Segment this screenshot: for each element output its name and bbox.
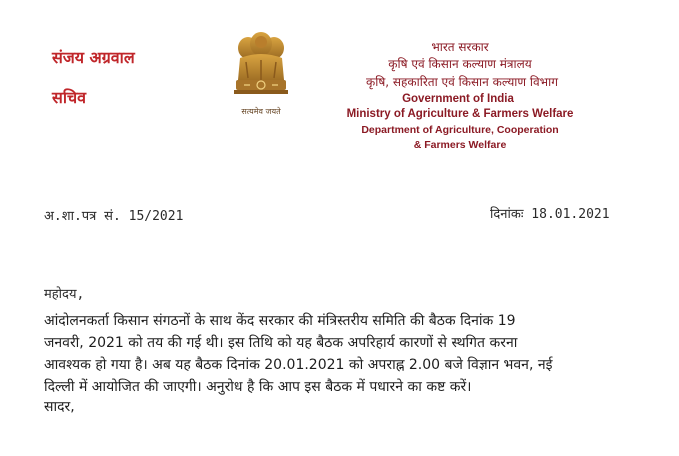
letter-date: दिनांकः 18.01.2021 (490, 207, 610, 222)
closing: सादर, (44, 399, 75, 415)
letter-body (44, 310, 632, 398)
letterhead-english-line1: Government of India (402, 93, 514, 105)
letterhead-english-line2: Ministry of Agriculture & Farmers Welfare (346, 108, 574, 120)
body-line: आंदोलनकर्ता किसान संगठनों के साथ केंद सरकार की मंत्रिस्तरीय समिति की बैठक दिनांक 19 (44, 313, 516, 329)
emblem-motto: सत्यमेव जयते (241, 107, 281, 116)
letter-reference: अ.शा.पत्र सं. 15/2021 (44, 209, 184, 224)
letterhead-english-line3: Department of Agriculture, Cooperation (361, 124, 559, 136)
letterhead-hindi-line2: कृषि एवं किसान कल्याण मंत्रालय (388, 57, 532, 71)
salutation: महोदय, (44, 287, 85, 302)
letterhead-english-line4: & Farmers Welfare (413, 139, 507, 151)
letterhead-hindi-line1: भारत सरकार (431, 40, 489, 54)
sender-designation: सचिव (52, 88, 87, 107)
body-line: दिल्ली में आयोजित की जाएगी। अनुरोध है कि आप इस बैठक में पधारने का कष्ट करें। (44, 379, 472, 395)
body-line: आवश्यक हो गया है। अब यह बैठक दिनांक 20.01.2021 को अपराह्न 2.00 बजे विज्ञान भवन, नई (44, 357, 553, 373)
body-line: जनवरी, 2021 को तय की गई थी। इस तिथि को यह बैठक अपरिहार्य कारणों से स्थगित करना (44, 335, 518, 351)
letterhead-hindi-line3: कृषि, सहकारिता एवं किसान कल्याण विभाग (366, 75, 558, 89)
sender-name: संजय अग्रवाल (52, 48, 135, 67)
